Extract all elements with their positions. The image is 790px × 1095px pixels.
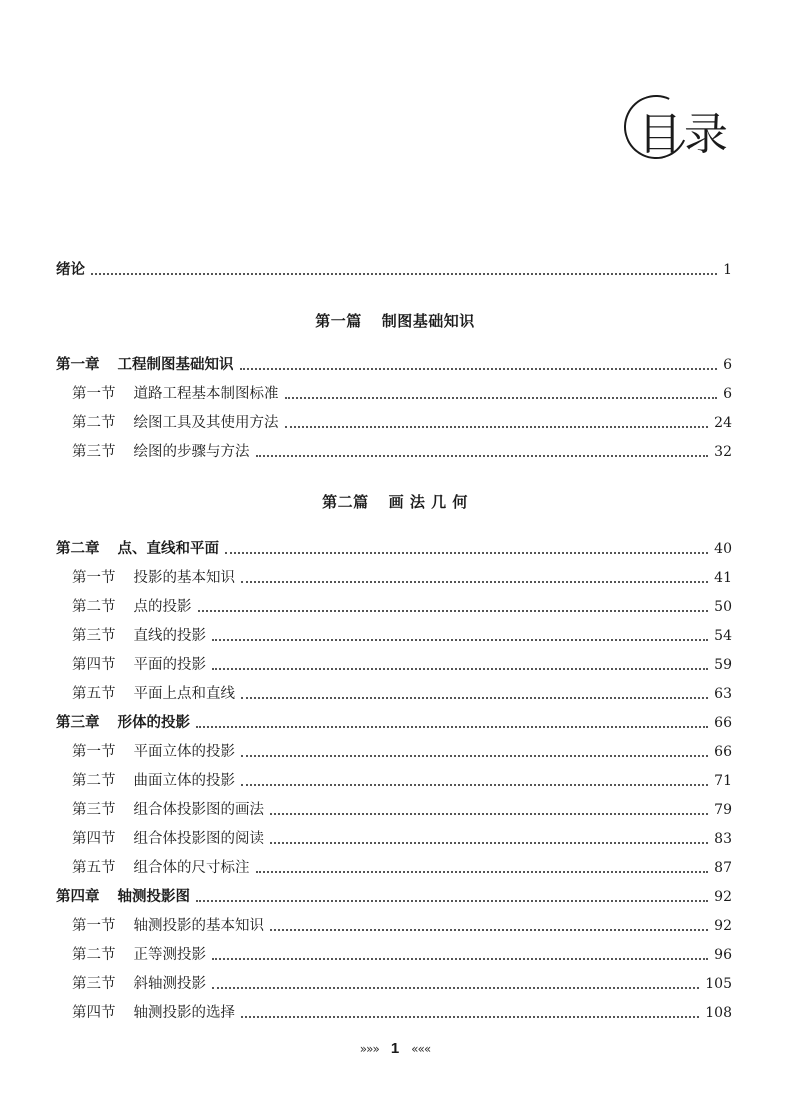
section-title: 绘图工具及其使用方法 [133,415,279,431]
chapter-page: 6 [723,357,732,373]
toc-chapter-3[interactable] [56,709,732,733]
chapter-number: 第三章 [56,715,100,731]
section-title: 点的投影 [133,599,192,615]
toc-section[interactable] [56,564,732,588]
chapter-page: 66 [714,715,732,731]
dot-leader [240,368,718,370]
section-title: 平面上点和直线 [133,686,235,702]
dot-leader [212,958,708,960]
dot-leader [241,697,708,699]
section-title: 轴测投影的基本知识 [133,918,264,934]
section-page: 83 [714,831,732,847]
section-page: 54 [714,628,732,644]
toc-section[interactable] [56,825,732,849]
toc-section[interactable] [56,796,732,820]
chapter-page: 92 [714,889,732,905]
part-heading-2 [0,491,790,512]
dot-leader [196,900,708,902]
toc-chapter-2[interactable] [56,535,732,559]
dot-leader [212,639,708,641]
section-number: 第一节 [72,918,116,934]
part-title: 制图基础知识 [381,312,475,330]
toc-title-block [624,92,734,172]
dot-leader [241,784,708,786]
dot-leader [212,987,699,989]
dot-leader [196,726,708,728]
section-page: 66 [714,744,732,760]
entry-page: 1 [723,262,732,278]
part-heading-1 [0,310,790,331]
dot-leader [241,1016,699,1018]
toc-section[interactable] [56,680,732,704]
section-number: 第三节 [72,628,116,644]
part-title: 画 法 几 何 [388,493,468,511]
section-number: 第三节 [72,444,116,460]
section-number: 第二节 [72,599,116,615]
section-page: 108 [705,1005,732,1021]
section-page: 87 [714,860,732,876]
section-page: 24 [714,415,732,431]
chapter-title: 工程制图基础知识 [117,357,234,373]
section-page: 32 [714,444,732,460]
section-number: 第一节 [72,570,116,586]
chapter-title: 形体的投影 [117,715,190,731]
toc-section[interactable] [56,380,732,404]
section-number: 第二节 [72,415,116,431]
dot-leader [241,581,708,583]
section-number: 第二节 [72,947,116,963]
part-number: 第一篇 [315,312,362,330]
dot-leader [270,929,708,931]
section-title: 平面立体的投影 [133,744,235,760]
section-title: 曲面立体的投影 [133,773,235,789]
dot-leader [256,871,709,873]
chapter-number: 第四章 [56,889,100,905]
dot-leader [285,397,718,399]
section-title: 组合体投影图的阅读 [133,831,264,847]
toc-section[interactable] [56,738,732,762]
toc-section[interactable] [56,912,732,936]
footer-page-number: 1 [390,1040,400,1057]
section-page: 71 [714,773,732,789]
section-title: 轴测投影的选择 [133,1005,235,1021]
chapter-title: 点、直线和平面 [117,541,219,557]
section-title: 绘图的步骤与方法 [133,444,250,460]
toc-section[interactable] [56,438,732,462]
section-title: 直线的投影 [133,628,206,644]
section-title: 投影的基本知识 [133,570,235,586]
dot-leader [270,842,708,844]
section-page: 79 [714,802,732,818]
section-number: 第五节 [72,686,116,702]
section-page: 6 [723,386,732,402]
chapter-number: 第一章 [56,357,100,373]
toc-entry-intro[interactable] [56,256,732,280]
section-title: 斜轴测投影 [133,976,206,992]
toc-section[interactable] [56,854,732,878]
toc-chapter-1[interactable] [56,351,732,375]
section-title: 平面的投影 [133,657,206,673]
page-title: 目录 [638,109,730,160]
section-number: 第五节 [72,860,116,876]
dot-leader [212,668,708,670]
dot-leader [270,813,708,815]
dot-leader [256,455,709,457]
dot-leader [198,610,709,612]
toc-section[interactable] [56,622,732,646]
dot-leader [225,552,708,554]
section-number: 第三节 [72,976,116,992]
chapter-page: 40 [714,541,732,557]
section-page: 96 [714,947,732,963]
toc-section[interactable] [56,593,732,617]
section-page: 41 [714,570,732,586]
section-number: 第四节 [72,1005,116,1021]
page-footer [0,1040,790,1057]
footer-right-arrows: ««« [411,1042,431,1056]
section-title: 组合体投影图的画法 [133,802,264,818]
toc-chapter-4[interactable] [56,883,732,907]
toc-section[interactable] [56,767,732,791]
entry-label: 绪论 [56,262,85,278]
section-number: 第四节 [72,831,116,847]
section-title: 组合体的尺寸标注 [133,860,250,876]
footer-left-arrows: »»» [359,1042,379,1056]
section-number: 第四节 [72,657,116,673]
section-page: 92 [714,918,732,934]
chapter-number: 第二章 [56,541,100,557]
toc-section[interactable] [56,970,732,994]
toc-section[interactable] [56,409,732,433]
dot-leader [91,273,717,275]
section-title: 正等测投影 [133,947,206,963]
toc-section[interactable] [56,941,732,965]
section-number: 第三节 [72,802,116,818]
section-page: 50 [714,599,732,615]
section-number: 第一节 [72,744,116,760]
section-number: 第一节 [72,386,116,402]
dot-leader [241,755,708,757]
part-number: 第二篇 [322,493,369,511]
dot-leader [285,426,709,428]
toc-section[interactable] [56,651,732,675]
toc-section[interactable] [56,999,732,1023]
section-page: 105 [705,976,732,992]
chapter-title: 轴测投影图 [117,889,190,905]
section-title: 道路工程基本制图标准 [133,386,279,402]
section-page: 63 [714,686,732,702]
section-page: 59 [714,657,732,673]
section-number: 第二节 [72,773,116,789]
